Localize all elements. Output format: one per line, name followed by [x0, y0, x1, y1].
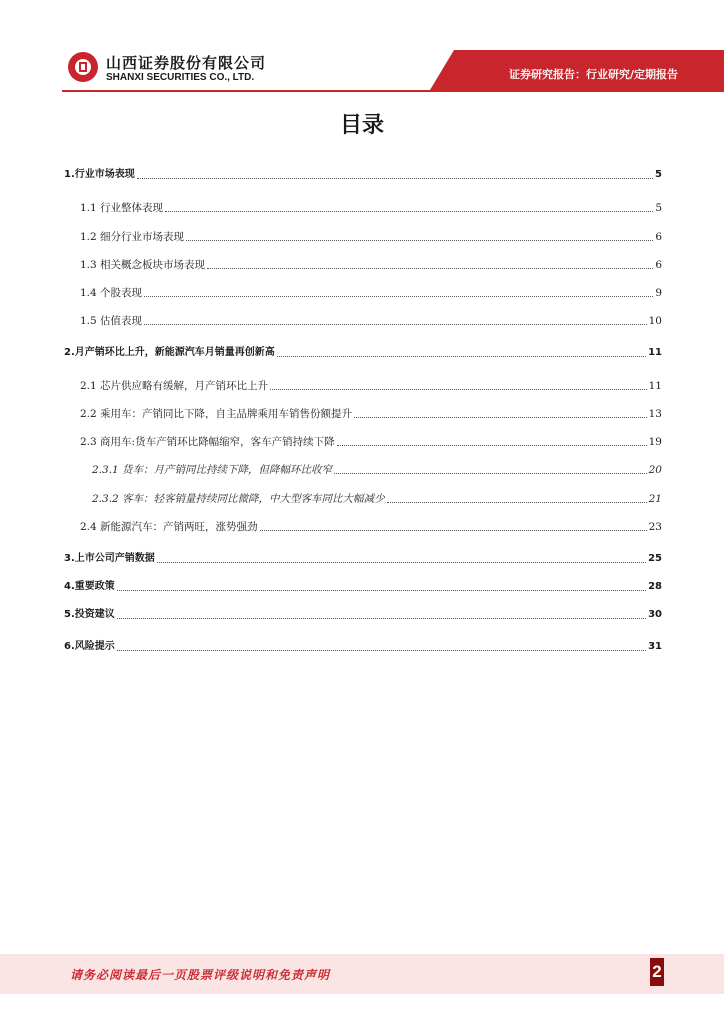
toc-entry-title: 2.3 商用车:货车产销环比降幅缩窄，客车产销持续下降: [80, 436, 335, 448]
toc-entry[interactable]: [64, 166, 662, 182]
toc-entry-page: 13: [648, 408, 662, 420]
report-type-label: 证券研究报告：行业研究/定期报告: [508, 68, 678, 81]
toc-leader-dots: [144, 296, 653, 297]
page-number: 2: [650, 958, 664, 986]
company-name-cn: 山西证券股份有限公司: [106, 54, 267, 72]
company-logo-icon: [68, 52, 98, 82]
toc-entry-page: 25: [648, 553, 662, 564]
toc-entry-title: 5.投资建议: [64, 609, 115, 620]
toc-leader-dots: [117, 590, 646, 591]
toc-leader-dots: [186, 240, 653, 241]
toc-entry-page: 5: [655, 202, 662, 214]
page-title: 目录: [339, 113, 384, 138]
toc-entry[interactable]: [64, 606, 662, 622]
toc-leader-dots: [270, 389, 647, 390]
toc-entry[interactable]: [64, 312, 662, 328]
toc-entry[interactable]: [64, 228, 662, 244]
toc-leader-dots: [277, 356, 646, 357]
toc-entry-title: 1.1 行业整体表现: [80, 202, 164, 214]
toc-entry-page: 6: [655, 231, 662, 243]
toc-leader-dots: [207, 268, 653, 269]
toc-entry[interactable]: [64, 433, 662, 449]
toc-leader-dots: [117, 650, 646, 651]
toc-entry[interactable]: [64, 284, 662, 300]
toc-entry[interactable]: [64, 638, 662, 654]
toc-entry[interactable]: [64, 518, 662, 534]
toc-entry-page: 6: [655, 259, 662, 271]
toc-leader-dots: [117, 618, 646, 619]
toc-entry-title: 2.4 新能源汽车：产销两旺，涨势强劲: [80, 521, 258, 533]
toc-entry-title: 2.2 乘用车：产销同比下降，自主品牌乘用车销售份额提升: [80, 408, 353, 420]
toc-leader-dots: [165, 211, 653, 212]
toc-entry-title: 2.1 芯片供应略有缓解，月产销环比上升: [80, 380, 269, 392]
toc-entry[interactable]: [64, 377, 662, 393]
toc-leader-dots: [260, 530, 647, 531]
toc-entry-page: 11: [648, 380, 662, 392]
toc-entry-title: 1.5 估值表现: [80, 315, 143, 327]
toc-entry-page: 5: [655, 169, 662, 180]
toc-leader-dots: [337, 445, 647, 446]
toc-entry-title: 1.4 个股表现: [80, 287, 143, 299]
toc-entry-title: 1.3 相关概念板块市场表现: [80, 259, 206, 271]
toc-leader-dots: [157, 562, 646, 563]
toc-entry-title: 4.重要政策: [64, 581, 115, 592]
page-header: [0, 0, 724, 92]
toc-entry-page: 28: [648, 581, 662, 592]
toc-entry-page: 30: [648, 609, 662, 620]
header-divider: [62, 90, 724, 92]
toc-entry[interactable]: [64, 199, 662, 215]
toc-leader-dots: [334, 473, 647, 474]
toc-entry[interactable]: [64, 405, 662, 421]
toc-leader-dots: [144, 324, 647, 325]
toc-entry-page: 9: [655, 287, 662, 299]
page-footer: [0, 954, 724, 994]
toc-entry-page: 19: [648, 436, 662, 448]
toc-entry-page: 21: [648, 493, 662, 505]
toc-entry-page: 10: [648, 315, 662, 327]
toc-entry-page: 31: [648, 641, 662, 652]
toc-entry-title: 2.3.2 客车：轻客销量持续同比微降，中大型客车同比大幅减少: [92, 493, 385, 505]
toc-entry-title: 1.行业市场表现: [64, 169, 135, 180]
toc-entry[interactable]: [64, 578, 662, 594]
toc-entry-title: 3.上市公司产销数据: [64, 553, 155, 564]
toc-entry[interactable]: [64, 344, 662, 360]
toc-leader-dots: [387, 502, 647, 503]
toc-entry-title: 1.2 细分行业市场表现: [80, 231, 185, 243]
toc-entry[interactable]: [64, 490, 662, 506]
footer-disclaimer: 请务必阅读最后一页股票评级说明和免责声明: [70, 968, 331, 982]
toc-entry-title: 2.3.1 货车：月产销同比持续下降，但降幅环比收窄: [92, 464, 333, 476]
toc-entry-title: 6.风险提示: [64, 641, 115, 652]
company-name-en: SHANXI SECURITIES CO., LTD.: [106, 72, 255, 83]
toc-entry-page: 20: [648, 464, 662, 476]
toc-entry-page: 23: [648, 521, 662, 533]
toc-entry-title: 2.月产销环比上升，新能源汽车月销量再创新高: [64, 347, 275, 358]
toc-leader-dots: [137, 178, 653, 179]
toc-leader-dots: [354, 417, 647, 418]
toc-entry[interactable]: [64, 461, 662, 477]
toc-entry[interactable]: [64, 256, 662, 272]
toc-entry-page: 11: [648, 347, 662, 358]
toc-entry[interactable]: [64, 550, 662, 566]
